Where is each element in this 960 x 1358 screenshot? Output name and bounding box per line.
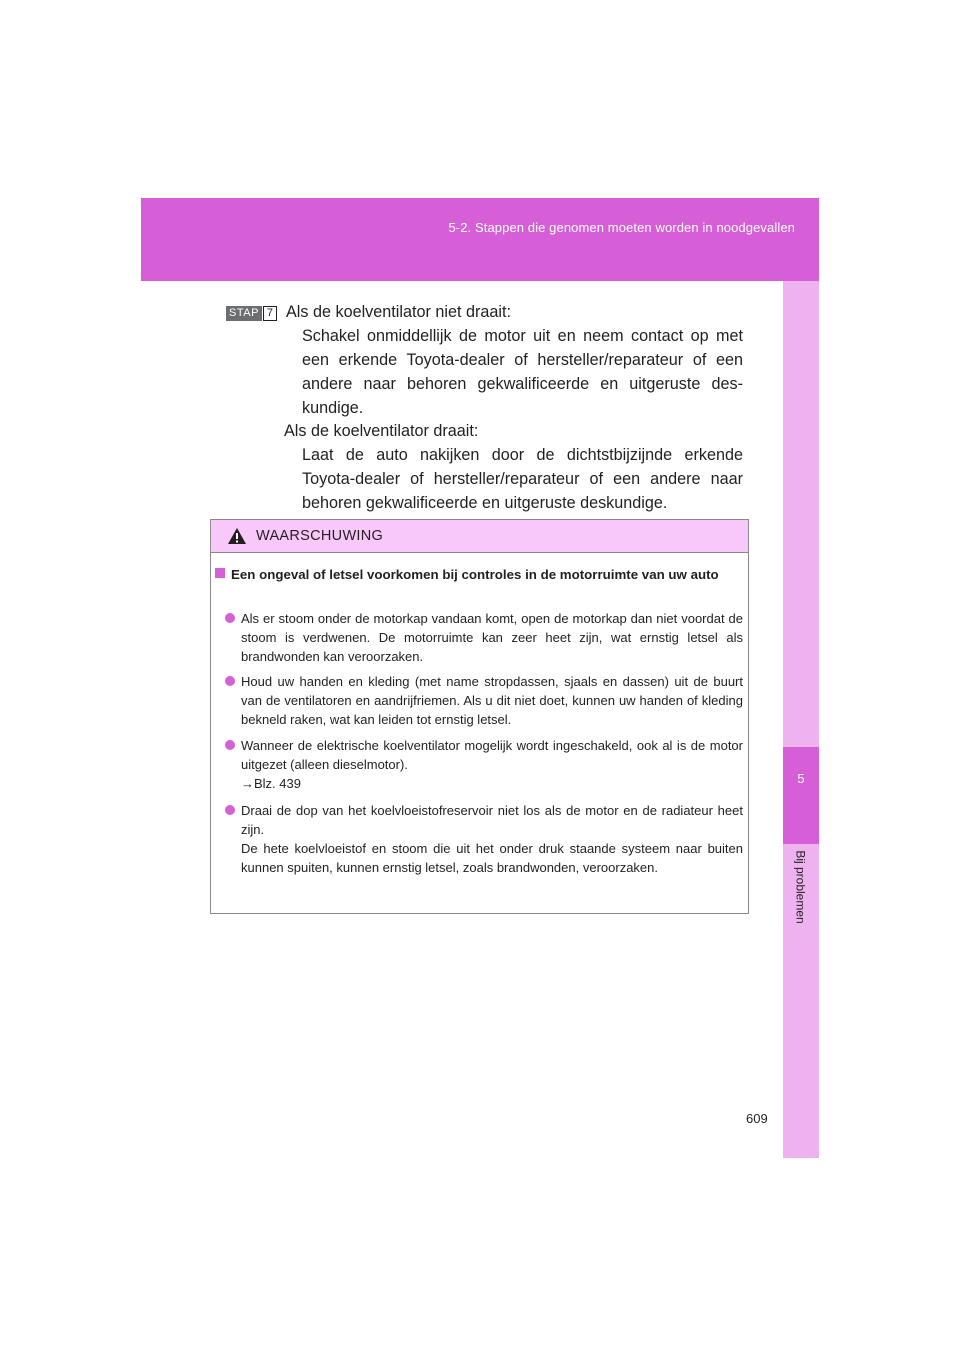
section-title: 5-2. Stappen die genomen moeten worden in noodgevallen [448, 220, 795, 235]
page-number: 609 [746, 1111, 768, 1126]
warning-item [225, 801, 743, 877]
warning-item-text: Als er stoom onder de motorkap vandaan komt, open de motorkap dan niet voordat de stoom is verdwenen. De motorruimte kan zeer heet zijn, wat ernstig letsel als brandwonden kan veroorzaken. [241, 611, 743, 664]
warning-item [225, 736, 743, 793]
round-bullet-icon [225, 805, 235, 815]
warning-heading-text: Een ongeval of letsel voorkomen bij controles in de motorruimte van uw auto [231, 567, 719, 582]
step-condition-1: Als de koelventilator niet draait: [286, 303, 511, 321]
step-instruction-1: Schakel onmiddellijk de motor uit en neem contact op met een erkende Toyota-dealer of hersteller/reparateur of een andere naar behoren gekwalificeerde en uitgeruste des-kundige. [302, 327, 743, 417]
chapter-label-text: Bij problemen [794, 850, 808, 924]
warning-item [225, 609, 743, 666]
warning-item-text: Houd uw handen en kleding (met name stropdassen, sjaals en dassen) uit de buurt van de ventilatoren en aandrijfriemen. Als u dit niet doet, kunnen uw handen of kleding bekneld raken, wat kan leiden tot ernstig letsel. [241, 674, 743, 727]
warning-item-text: Draai de dop van het koelvloeistofreservoir niet los als de motor en de radiateur heet zijn. [241, 803, 743, 837]
round-bullet-icon [225, 613, 235, 623]
step-badge-word: STAP [226, 306, 262, 321]
chapter-number: 5 [797, 771, 805, 786]
step-badge-number: 7 [263, 306, 277, 321]
page-reference-link[interactable]: →Blz. 439 [241, 776, 301, 791]
round-bullet-icon [225, 740, 235, 750]
chapter-label [784, 852, 818, 922]
step-badge [226, 306, 277, 321]
step-instruction-2: Laat de auto nakijken door de dichtstbijzijnde erkende Toyota-dealer of hersteller/reparateur of een andere naar behoren gekwalificeerde en uitgeruste deskundige. [302, 446, 743, 512]
warning-item [225, 672, 743, 729]
round-bullet-icon [225, 676, 235, 686]
warning-item-text-continued: De hete koelvloeistof en stoom die uit het onder druk staande systeem naar buiten kunnen spuiten, kunnen ernstig letsel, zoals brandwonden, veroorzaken. [241, 841, 743, 875]
warning-triangle-icon [227, 527, 247, 545]
chapter-tab[interactable] [783, 747, 819, 844]
section-header-band [141, 198, 819, 281]
warning-title: WAARSCHUWING [256, 528, 384, 544]
side-strip [783, 281, 819, 1158]
warning-item-text: Wanneer de elektrische koelventilator mogelijk wordt ingeschakeld, ook al is de motor uitgezet (alleen dieselmotor). [241, 738, 743, 772]
warning-box [210, 519, 749, 914]
warning-heading [215, 565, 743, 584]
step-condition-2: Als de koelventilator draait: [284, 422, 479, 440]
square-bullet-icon [215, 568, 225, 578]
warning-header [211, 520, 748, 553]
